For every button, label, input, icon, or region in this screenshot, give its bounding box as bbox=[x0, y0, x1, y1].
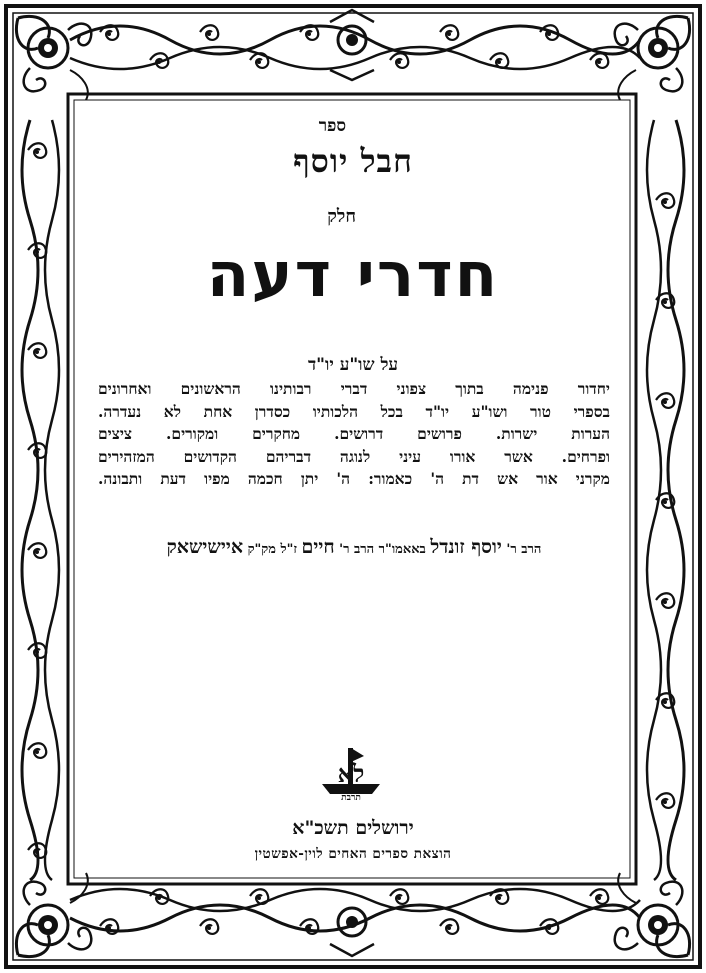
book-title: חבל יוסף bbox=[293, 142, 413, 180]
logo-letters: לא bbox=[337, 759, 365, 788]
description-line: בספרי טור ושו"ע יו"ד בכל הלכותיו כסדרן אחת לא נעדרה. bbox=[98, 401, 610, 421]
description-line: מקרני אור אש דת ה' כאמור: ה' יתן חכמה מפיו דעת ותבונה. bbox=[98, 469, 610, 488]
description-line: יחדור פנימה בתוך צפוני דברי רבותינו הראשונים ואחרונים bbox=[98, 379, 610, 398]
logo-caption: תרבת bbox=[341, 793, 361, 803]
publisher-line: הוצאת ספרים האחים לוין-אפשטין bbox=[254, 846, 452, 862]
part-title: חדרי דעה bbox=[206, 238, 500, 311]
place-year: ירושלים תשכ"א bbox=[292, 817, 414, 839]
author-suffix: ז"ל מק"ק bbox=[247, 542, 297, 557]
author-father: חיים bbox=[301, 536, 335, 558]
sefer-label: ספר bbox=[318, 116, 346, 136]
author-name: יוסף זונדל bbox=[430, 536, 502, 558]
author-mid: באאמו"ר הרב ר' bbox=[339, 542, 426, 557]
part-label: חלק bbox=[327, 206, 356, 227]
subject-line: על שו"ע יו"ד bbox=[307, 355, 399, 375]
author-prefix: הרב ר' bbox=[506, 542, 542, 557]
description-line: הערות ישרות. פרושים דרושים. מחקרים ומקורים. ציצים bbox=[98, 424, 610, 443]
author-town: איישישאק bbox=[166, 536, 244, 558]
author-line bbox=[98, 536, 610, 559]
description-block bbox=[98, 378, 610, 491]
description-line: ופרחים. אשר אורו עיני לנוגה דבריהם הקדושים המזהירים bbox=[98, 446, 610, 466]
